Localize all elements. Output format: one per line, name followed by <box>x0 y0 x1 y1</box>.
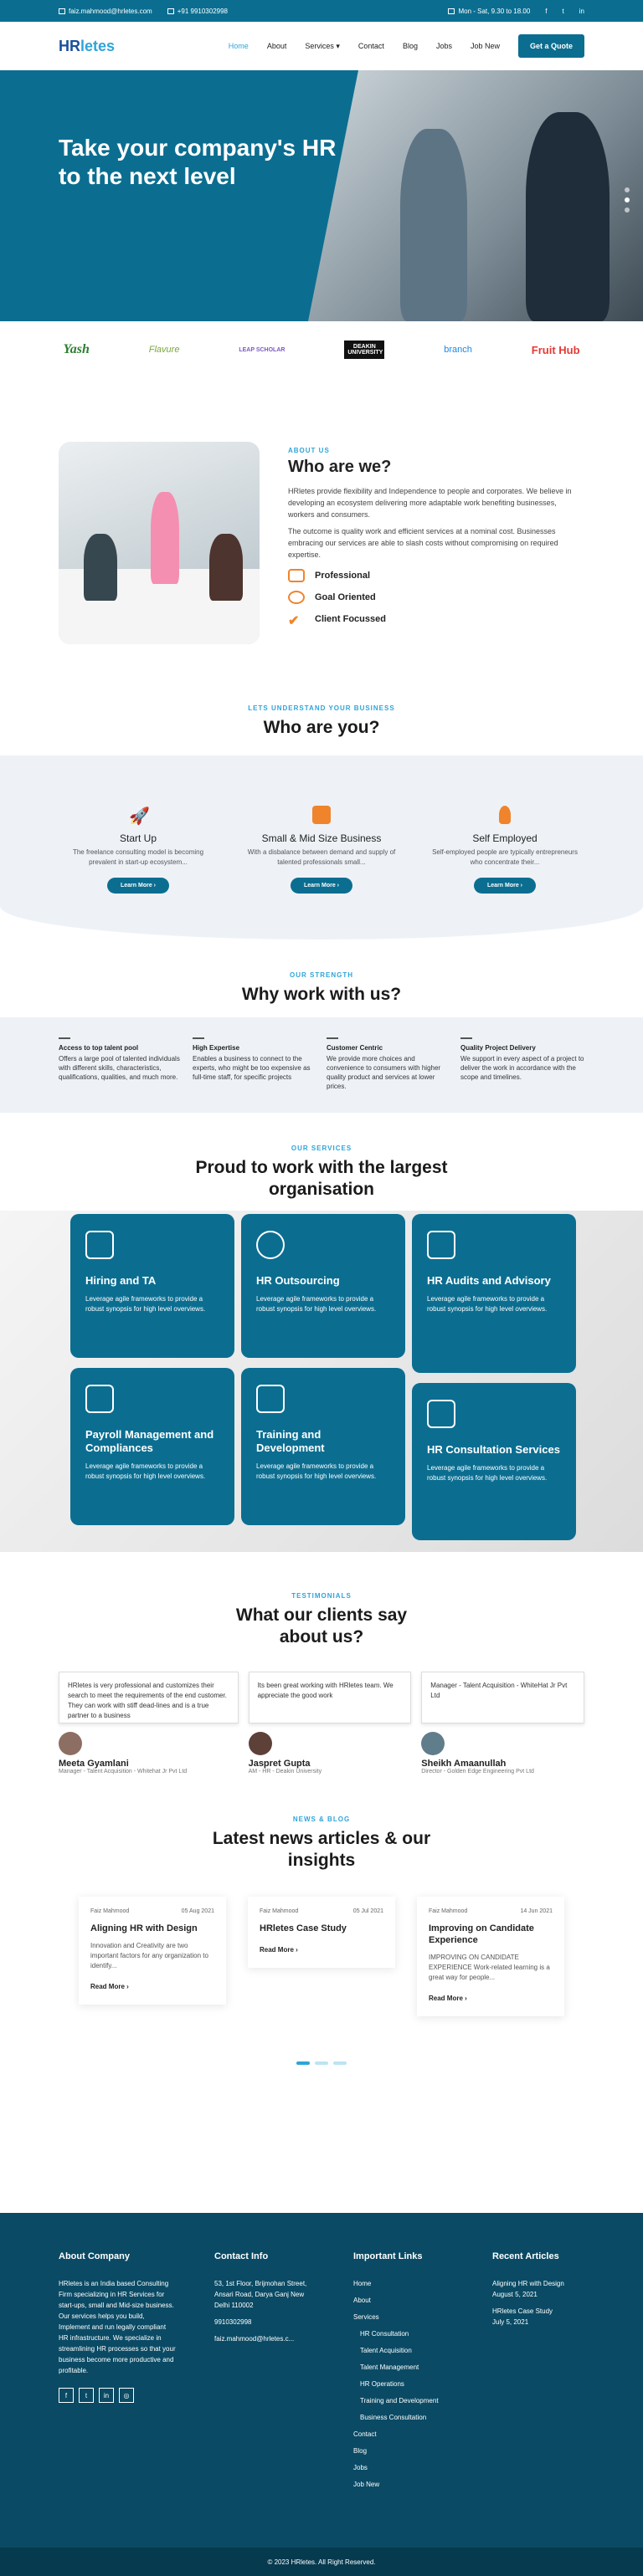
why-item: Access to top talent pool Offers a large pool of talented individuals with different skills, characteristics, qualifications, qualities, and much more. <box>59 1037 183 1113</box>
logo-part-2: letes <box>80 37 116 54</box>
news-date: 14 Jun 2021 <box>520 1908 553 1914</box>
arrows-icon <box>85 1385 114 1413</box>
news-tag: NEWS & BLOG <box>292 1815 351 1823</box>
about-paragraph: The outcome is quality work and efficient services at a nominal cost. Businesses embracing our services are able to slash costs without compromising on required expertise. <box>288 527 558 559</box>
client-logo: Yash <box>63 342 90 356</box>
about-tag: ABOUT US <box>288 447 330 454</box>
nav-home[interactable]: Home <box>228 42 249 50</box>
team-meeting-image <box>59 442 260 644</box>
why-title: Why work with us? <box>241 985 402 1004</box>
nav-services[interactable] <box>305 42 340 51</box>
divider <box>193 1037 204 1039</box>
about-title: Who are we? <box>288 458 392 476</box>
avatar <box>421 1732 445 1755</box>
type-text: With a disbalance between demand and supply of talented professionals small... <box>247 848 396 866</box>
footer <box>0 2213 643 2548</box>
testimonials-section <box>0 1592 643 1775</box>
learn-more-button[interactable]: Learn More › <box>474 878 536 894</box>
avatar <box>249 1732 272 1755</box>
footer-links: Important Links Home About Services HR Consultation Talent Acquisition Talent Management HR Operations Training and Development Business Consultation Contact Blog Jobs Job New <box>353 2251 454 2548</box>
linkedin-icon[interactable]: in <box>99 2388 114 2403</box>
person-icon <box>499 806 511 824</box>
rocket-icon: 🚀 <box>129 807 150 826</box>
feature-client: ✔ Client Focussed <box>288 614 386 628</box>
instagram-icon[interactable]: ◎ <box>119 2388 134 2403</box>
footer-link[interactable]: Talent Acquisition <box>360 2347 412 2354</box>
logo-part-1: HR <box>59 37 80 54</box>
news-title: Improving on Candidate Experience <box>429 1923 534 1945</box>
service-card[interactable]: Hiring and TA Leverage agile frameworks to provide a robust synopsis for high level overviews. <box>70 1214 234 1358</box>
slider-dot[interactable] <box>625 187 630 192</box>
hero <box>0 70 643 321</box>
services-tag: OUR SERVICES <box>291 1145 352 1152</box>
footer-link[interactable]: Jobs <box>353 2464 368 2471</box>
type-title: Self Employed <box>472 832 538 844</box>
hero-title: Take your company's HR to the next level <box>59 135 337 189</box>
footer-link[interactable]: Services <box>353 2313 379 2321</box>
testimonial-quote: HRletes is very professional and customizes their search to meet the requirements of the end customer. They can work with stiff dead-lines and is a true partner to a business <box>59 1672 239 1723</box>
read-more-link[interactable]: Read More › <box>429 1995 467 2002</box>
divider <box>59 1037 70 1039</box>
type-text: The freelance consulting model is becoming prevalent in start-up ecosystem... <box>72 848 204 866</box>
news-date: 05 Aug 2021 <box>181 1908 214 1914</box>
handshake-icon <box>288 569 305 582</box>
facebook-icon[interactable]: f <box>545 7 548 15</box>
hero-slider-dots <box>625 187 630 213</box>
avatar <box>59 1732 82 1755</box>
news-author: Faiz Mahmood <box>260 1908 299 1914</box>
service-card[interactable]: Payroll Management and Compliances Leverage agile frameworks to provide a robust synopsis for high level overviews. <box>70 1368 234 1525</box>
tools-icon <box>427 1231 455 1259</box>
chevron-down-icon: ▾ <box>336 41 340 50</box>
team-member <box>84 534 117 601</box>
client-logo: branch <box>444 345 472 355</box>
testimonial-quote: Its been great working with HRletes team. We appreciate the good work <box>249 1672 412 1723</box>
topbar <box>0 0 643 22</box>
read-more-link[interactable]: Read More › <box>90 1983 129 1990</box>
target-icon <box>288 591 305 604</box>
nav-contact[interactable]: Contact <box>358 42 384 50</box>
check-icon: ✔ <box>288 614 300 628</box>
whoareyou-title: Who are you? <box>263 718 380 737</box>
testimonial-card <box>421 1672 584 1775</box>
type-title: Start Up <box>119 832 157 844</box>
client-logo: Fruit Hub <box>531 343 580 356</box>
tag-icon <box>85 1231 114 1259</box>
testimonial-name: Sheikh Amaanullah <box>421 1759 507 1769</box>
footer-about: About Company HRletes is an India based Consulting Firm specializing in HR Services for start-ups, small and Mid-size business. Our services helps you build, Implement and run legally compliant HR infrastructure. We specialize in streamlining HR processes so that your business become more productive and profitable. f t in ◎ <box>59 2251 176 2548</box>
gear-icon <box>256 1231 285 1259</box>
type-self-employed <box>425 806 584 894</box>
navbar <box>0 22 643 70</box>
client-logo: Flavure <box>148 345 180 355</box>
footer-link[interactable]: Contact <box>353 2430 377 2438</box>
testimonials-title: What our clients say about us? <box>235 1606 408 1646</box>
news-section <box>0 1815 643 2065</box>
get-quote-button[interactable]: Get a Quote <box>518 34 584 58</box>
news-title: HRletes Case Study <box>260 1923 347 1933</box>
hero-person-2 <box>526 112 610 321</box>
slider-dot-active[interactable] <box>625 197 630 202</box>
nav-blog[interactable]: Blog <box>402 42 418 50</box>
news-card[interactable] <box>248 1897 395 1968</box>
type-title: Small & Mid Size Business <box>261 832 382 844</box>
footer-link[interactable]: Job New <box>353 2481 380 2488</box>
service-card[interactable]: HR Audits and Advisory Leverage agile frameworks to provide a robust synopsis for high level overviews. <box>412 1214 576 1373</box>
footer-phone[interactable]: 9910302998 <box>214 2318 252 2326</box>
testimonials-tag: TESTIMONIALS <box>291 1592 352 1600</box>
twitter-icon[interactable]: t <box>79 2388 94 2403</box>
whoareyou-tag: LETS UNDERSTAND YOUR BUSINESS <box>248 704 395 712</box>
news-title: Aligning HR with Design <box>90 1923 198 1933</box>
testimonial-role: Director - Golden Edge Engineering Pvt Ltd <box>421 1769 534 1775</box>
phone-icon <box>167 8 174 14</box>
client-logo: LEAP SCHOLAR <box>239 346 285 353</box>
business-types <box>0 755 643 940</box>
topbar-email[interactable]: faiz.mahmood@hrletes.com <box>59 8 152 15</box>
document-icon <box>312 806 331 824</box>
divider <box>327 1037 338 1039</box>
hero-image <box>308 70 643 321</box>
team-member <box>151 492 179 584</box>
copyright: © 2023 HRletes. All Right Reserved. <box>0 2548 643 2576</box>
learn-more-button[interactable]: Learn More › <box>107 878 169 894</box>
nav-job-new[interactable]: Job New <box>470 42 500 50</box>
why-section <box>0 1017 643 1113</box>
mail-icon <box>59 8 65 14</box>
footer-link[interactable]: HR Consultation <box>360 2330 409 2338</box>
tools-icon <box>427 1400 455 1428</box>
topbar-phone[interactable]: +91 9910302998 <box>167 8 228 15</box>
testimonial-role: Manager - Talent Acquisition - Whitehat Jr Pvt Ltd <box>59 1769 188 1775</box>
services-title: Proud to work with the largest organisation <box>195 1158 448 1199</box>
recent-article[interactable]: HRletes Case Study July 5, 2021 <box>492 2307 553 2326</box>
footer-link[interactable]: Blog <box>353 2447 368 2455</box>
news-title: Latest news articles & our insights <box>212 1829 431 1870</box>
facebook-icon[interactable]: f <box>59 2388 74 2403</box>
feature-professional: Professional <box>288 569 584 582</box>
news-card[interactable] <box>79 1897 226 2005</box>
hero-person-1 <box>400 129 467 321</box>
nav-services-label: Services <box>305 41 334 50</box>
news-author: Faiz Mahmood <box>429 1908 468 1914</box>
testimonial-name: Meeta Gyamlani <box>59 1759 129 1769</box>
news-excerpt: IMPROVING ON CANDIDATE EXPERIENCE Work-related learning is a great way for people... <box>429 1954 550 1981</box>
type-smb <box>242 806 401 894</box>
footer-link[interactable]: Talent Management <box>360 2363 419 2371</box>
read-more-link[interactable]: Read More › <box>260 1946 298 1954</box>
page-dot[interactable] <box>333 2061 347 2065</box>
client-logo: DEAKIN UNIVERSITY <box>344 341 384 359</box>
about-paragraph: HRletes provide flexibility and Independence to people and corporates. We believe in developing an ecosystem delivering more adaptable work benefiting businesses, workers and consumers. <box>288 487 572 519</box>
topbar-hours: Mon - Sat, 9.30 to 18.00 <box>448 8 530 15</box>
footer-address: 53, 1st Floor, Brijmohan Street, Ansari Road, Darya Ganj New Delhi 110002 <box>214 2280 307 2309</box>
footer-link[interactable]: Training and Development <box>360 2397 439 2404</box>
service-card[interactable]: HR Outsourcing Leverage agile frameworks to provide a robust synopsis for high level overviews. <box>241 1214 405 1358</box>
news-card[interactable] <box>417 1897 564 2016</box>
why-item: High Expertise Enables a business to connect to the experts, who might be too expensive as full-time staff, for specific projects <box>193 1037 316 1113</box>
service-card[interactable]: HR Consultation Services Leverage agile frameworks to provide a robust synopsis for high level overviews. <box>412 1383 576 1540</box>
team-member <box>209 534 243 601</box>
client-logos <box>0 321 643 378</box>
logo[interactable] <box>59 38 115 55</box>
clock-icon <box>448 8 455 14</box>
testimonial-card <box>59 1672 239 1775</box>
learn-more-button[interactable]: Learn More › <box>291 878 352 894</box>
news-author: Faiz Mahmood <box>90 1908 130 1914</box>
feature-goal: Goal Oriented <box>288 591 584 604</box>
type-startup <box>59 806 218 894</box>
news-excerpt: Innovation and Creativity are two important factors for any organization to identify... <box>90 1942 208 1969</box>
services-section <box>0 1211 643 1552</box>
footer-contact: Contact Info 53, 1st Floor, Brijmohan Street, Ansari Road, Darya Ganj New Delhi 110002 9910302998 faiz.mahmood@hrletes.c... <box>214 2251 315 2548</box>
about-section <box>0 442 643 644</box>
footer-email[interactable]: faiz.mahmood@hrletes.c... <box>214 2335 295 2343</box>
why-item: Customer Centric We provide more choices and convenience to consumers with higher quality product and services at lower prices. <box>327 1037 450 1113</box>
testimonial-role: AM - HR - Deakin University <box>248 1769 322 1775</box>
recent-article[interactable]: Aligning HR with Design August 5, 2021 <box>492 2280 564 2298</box>
testimonial-card <box>248 1672 412 1775</box>
news-date: 05 Jul 2021 <box>352 1908 383 1914</box>
service-card[interactable]: Training and Development Leverage agile frameworks to provide a robust synopsis for high level overviews. <box>241 1368 405 1525</box>
nav-about[interactable]: About <box>266 42 287 50</box>
footer-link[interactable]: HR Operations <box>360 2380 404 2388</box>
why-item: Quality Project Delivery We support in every aspect of a project to deliver the work in accordance with the scope and timelines. <box>460 1037 584 1113</box>
instagram-icon[interactable]: in <box>579 7 584 15</box>
footer-link[interactable]: About <box>353 2297 371 2304</box>
page-dot[interactable] <box>315 2061 328 2065</box>
footer-link[interactable]: Home <box>353 2280 372 2287</box>
handshake-icon <box>256 1385 285 1413</box>
main-menu <box>229 34 584 58</box>
type-text: Self-employed people are typically entrepreneurs who concentrate their... <box>432 848 578 866</box>
footer-link[interactable]: Business Consultation <box>360 2414 427 2421</box>
twitter-icon[interactable]: t <box>562 7 564 15</box>
page-dot-active[interactable] <box>296 2061 310 2065</box>
testimonial-quote: Manager - Talent Acquisition - WhiteHat Jr Pvt Ltd <box>421 1672 584 1723</box>
why-tag: OUR STRENGTH <box>290 971 353 979</box>
slider-dot[interactable] <box>625 207 630 213</box>
nav-jobs[interactable]: Jobs <box>435 42 452 50</box>
testimonial-name: Jaspret Gupta <box>248 1759 311 1769</box>
news-pagination <box>0 2061 643 2065</box>
divider <box>460 1037 472 1039</box>
footer-recent: Recent Articles Aligning HR with Design August 5, 2021 HRletes Case Study July 5, 2021 <box>492 2251 584 2548</box>
